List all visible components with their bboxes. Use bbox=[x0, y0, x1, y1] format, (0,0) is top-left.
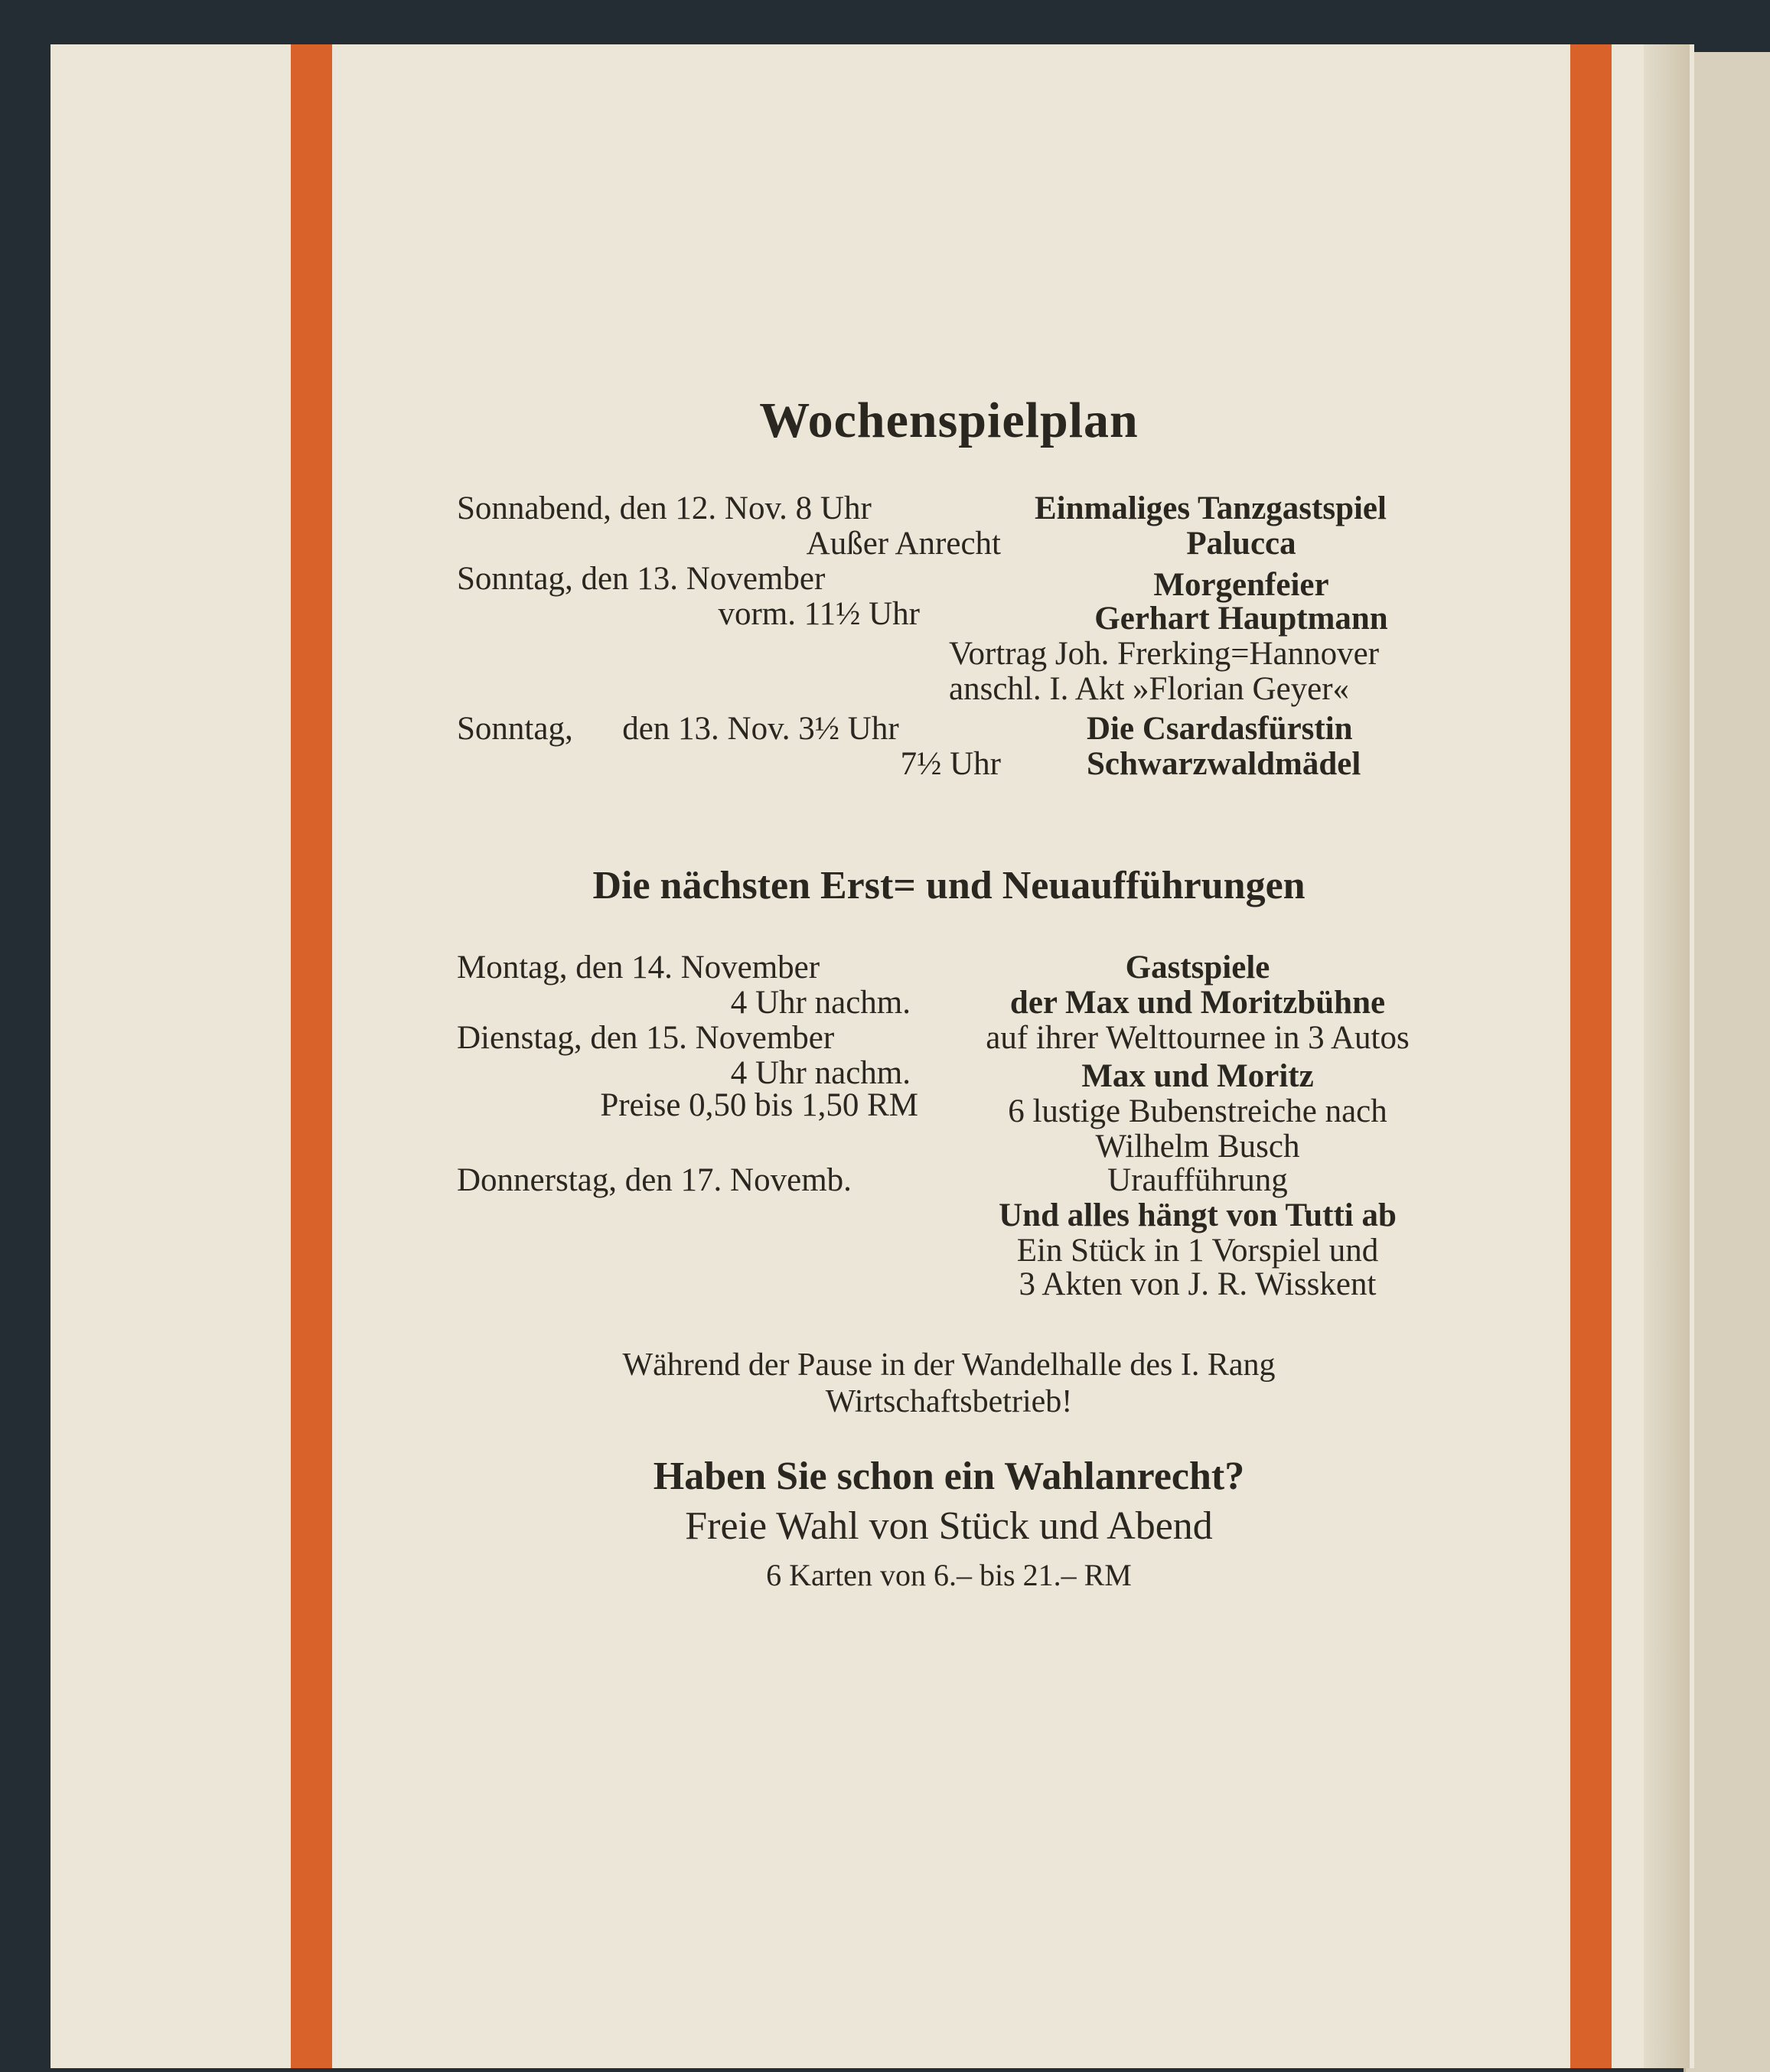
schedule-left-1: Sonnabend, den 12. Nov. 8 Uhr bbox=[457, 490, 872, 526]
upcoming-left-7: Donnerstag, den 17. Novemb. bbox=[457, 1162, 852, 1198]
schedule-right-8: Schwarzwaldmädel bbox=[1087, 746, 1361, 782]
schedule-right-5: Vortrag Joh. Frerking=Hannover bbox=[949, 636, 1380, 672]
upcoming-left-1: Montag, den 14. November bbox=[457, 950, 820, 986]
upcoming-right-3: auf ihrer Welttournee in 3 Autos bbox=[986, 1020, 1410, 1056]
page-fold bbox=[1644, 44, 1690, 2068]
schedule-right-7: Die Csardasfürstin bbox=[1087, 711, 1353, 747]
upcoming-right-1: Gastspiele bbox=[1125, 950, 1270, 986]
schedule-left-3: Sonntag, den 13. November bbox=[457, 561, 826, 597]
schedule-right-1: Einmaliges Tanzgastspiel bbox=[1035, 490, 1387, 526]
upcoming-right-8: Und alles hängt von Tutti ab bbox=[999, 1197, 1397, 1233]
schedule-right-3: Morgenfeier bbox=[1153, 567, 1329, 603]
schedule-left-2: Außer Anrecht bbox=[806, 526, 1001, 562]
schedule-left-8: 7½ Uhr bbox=[900, 746, 1001, 782]
schedule-right-4: Gerhart Hauptmann bbox=[1094, 601, 1388, 637]
upcoming-left-2: 4 Uhr nachm. bbox=[730, 985, 911, 1021]
upcoming-right-4: Max und Moritz bbox=[1081, 1058, 1314, 1094]
upcoming-right-7: Uraufführung bbox=[1107, 1162, 1288, 1198]
upcoming-right-9: Ein Stück in 1 Vorspiel und bbox=[1016, 1233, 1379, 1269]
right-orange-stripe bbox=[1570, 44, 1612, 2068]
schedule-left-7: Sonntag, den 13. Nov. 3½ Uhr bbox=[457, 711, 899, 747]
page-title: Wochenspielplan bbox=[759, 393, 1139, 448]
upcoming-title: Die nächsten Erst= und Neuaufführungen bbox=[592, 864, 1305, 907]
promo-title: Haben Sie schon ein Wahlanrecht? bbox=[653, 1455, 1245, 1498]
next-page-edge bbox=[1684, 52, 1770, 2072]
left-orange-stripe bbox=[291, 44, 332, 2068]
upcoming-right-10: 3 Akten von J. R. Wisskent bbox=[1019, 1266, 1377, 1302]
upcoming-left-5: Preise 0,50 bis 1,50 RM bbox=[600, 1087, 918, 1123]
schedule-right-6: anschl. I. Akt »Florian Geyer« bbox=[949, 671, 1350, 707]
upcoming-right-6: Wilhelm Busch bbox=[1095, 1129, 1300, 1165]
upcoming-right-2: der Max und Moritzbühne bbox=[1009, 985, 1386, 1021]
schedule-left-4: vorm. 11½ Uhr bbox=[718, 596, 920, 632]
upcoming-left-4: 4 Uhr nachm. bbox=[730, 1055, 911, 1091]
promo-subtitle: Freie Wahl von Stück und Abend bbox=[685, 1504, 1213, 1548]
pause-line-1: Während der Pause in der Wandelhalle des I. Rang bbox=[622, 1347, 1276, 1383]
promo-price: 6 Karten von 6.– bis 21.– RM bbox=[766, 1558, 1132, 1592]
schedule-right-2: Palucca bbox=[1186, 526, 1296, 562]
pause-notice bbox=[329, 1347, 1569, 1420]
upcoming-left-3: Dienstag, den 15. November bbox=[457, 1020, 835, 1056]
upcoming-right-5: 6 lustige Bubenstreiche nach bbox=[1008, 1093, 1387, 1129]
pause-line-2: Wirtschaftsbetrieb! bbox=[825, 1384, 1073, 1419]
